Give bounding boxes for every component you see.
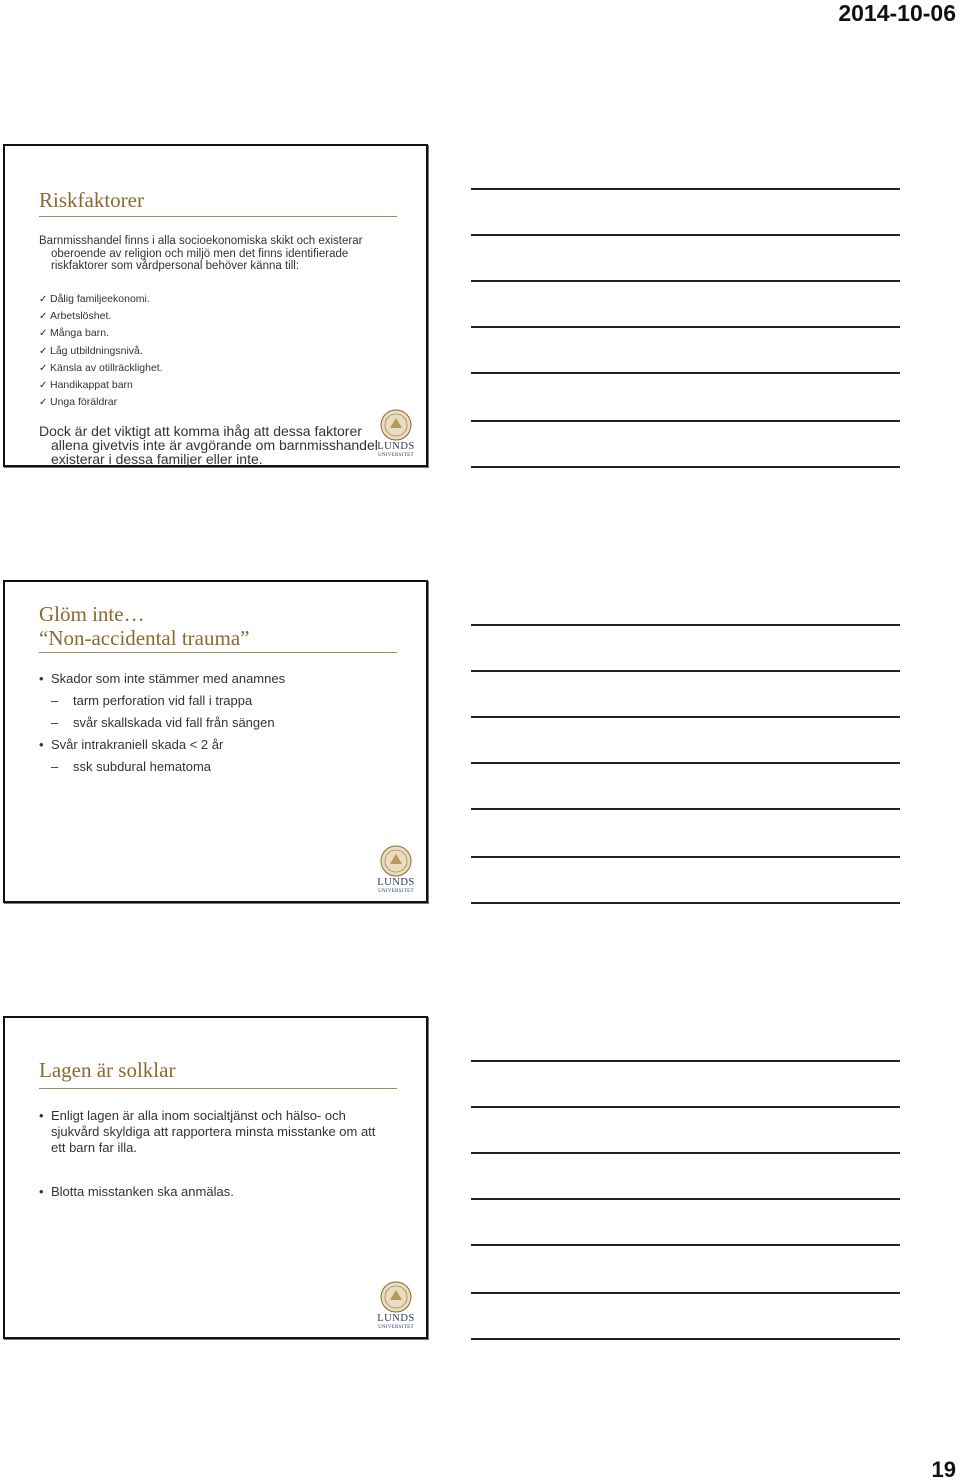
intro-line: oberoende av religion och miljö men det finns identifierade (51, 247, 349, 260)
check-icon: ✓ (39, 397, 48, 409)
bullet-item: • Blotta misstanken ska anmälas. (39, 1184, 234, 1199)
checklist-item: ✓ Känsla av otillräcklighet. (39, 360, 163, 377)
intro-text (39, 235, 362, 273)
bullet-list (39, 1108, 375, 1200)
note-line: existerar i dessa familjer eller inte. (51, 451, 263, 467)
slide-title: Riskfaktorer (39, 188, 144, 212)
bullet-icon: • (39, 737, 44, 752)
title-line: Glöm inte… (39, 602, 145, 626)
bullet-icon: • (39, 1108, 44, 1123)
checklist-item: ✓ Låg utbildningsnivå. (39, 343, 163, 360)
checklist-item: ✓ Många barn. (39, 325, 163, 342)
check-icon: ✓ (39, 380, 48, 392)
slide-lagen (3, 1016, 428, 1339)
sub-bullet-item: – tarm perforation vid fall i trappa (39, 690, 285, 712)
note-line (471, 326, 900, 328)
bullet-icon: • (39, 1184, 44, 1199)
check-icon: ✓ (39, 328, 48, 340)
note-line (471, 420, 900, 422)
logo-name: LUNDS (377, 1313, 415, 1324)
seal-icon (375, 408, 417, 442)
note-line (471, 902, 900, 904)
logo-subtitle: UNIVERSITET (378, 889, 414, 894)
lund-university-logo (375, 1280, 417, 1334)
note-line (471, 372, 900, 374)
note-line (471, 280, 900, 282)
check-icon: ✓ (39, 345, 48, 357)
lund-university-logo (375, 844, 417, 898)
note-line (471, 234, 900, 236)
dash-icon: – (51, 759, 59, 774)
note-line (471, 624, 900, 626)
bullet-item: • Skador som inte stämmer med anamnes (39, 668, 285, 690)
logo-name: LUNDS (377, 441, 415, 452)
bullet-list (39, 668, 285, 778)
bullet-item: • Enligt lagen är alla inom socialtjänst och hälso- och sjukvård skyldiga att rapportera minsta misstanke om att ett barn far illa. (39, 1108, 376, 1155)
note-line (471, 1292, 900, 1294)
note-line (471, 1152, 900, 1154)
logo-subtitle: UNIVERSITET (378, 1325, 414, 1330)
checklist-item: ✓ Handikappat barn (39, 377, 163, 394)
checklist-item: ✓ Unga föräldrar (39, 394, 163, 411)
page-date: 2014-10-06 (838, 0, 956, 26)
checklist-item: ✓ Arbetslöshet. (39, 308, 163, 325)
note-text (39, 424, 378, 466)
note-line (471, 1106, 900, 1108)
note-line (471, 466, 900, 468)
page-number: 19 (931, 1457, 956, 1482)
note-line (471, 716, 900, 718)
note-line (471, 670, 900, 672)
intro-line: Barnmisshandel finns i alla socioekonomiska skikt och existerar (39, 235, 363, 247)
intro-line: riskfaktorer som vårdpersonal behöver känna till: (51, 260, 300, 272)
note-line (471, 1060, 900, 1062)
dash-icon: – (51, 715, 59, 730)
bullet-item: • Svår intrakraniell skada < 2 år (39, 734, 285, 756)
slide-title (39, 602, 249, 650)
sub-bullet-item: – svår skallskada vid fall från sängen (39, 712, 285, 734)
logo-subtitle: UNIVERSITET (378, 453, 414, 458)
note-line (471, 762, 900, 764)
sub-bullet-item: – ssk subdural hematoma (39, 756, 285, 778)
slide-glom-inte (3, 580, 428, 903)
note-line (471, 188, 900, 190)
note-line (471, 1198, 900, 1200)
check-icon: ✓ (39, 294, 48, 305)
note-line: allena givetvis inte är avgörande om barnmisshandel (51, 437, 378, 453)
logo-name: LUNDS (377, 877, 415, 888)
slide-title: Lagen är solklar (39, 1058, 176, 1082)
check-icon: ✓ (39, 311, 48, 323)
bullet-icon: • (39, 671, 44, 686)
title-line: “Non-accidental trauma” (39, 626, 250, 650)
note-line (471, 808, 900, 810)
seal-icon (375, 844, 417, 878)
checklist-item: ✓ Dålig familjeekonomi. (39, 291, 163, 308)
title-rule (39, 652, 397, 653)
check-icon: ✓ (39, 362, 48, 374)
note-line (471, 856, 900, 858)
seal-icon (375, 1280, 417, 1314)
title-rule (39, 216, 397, 217)
slide-riskfaktorer (3, 144, 428, 467)
title-rule (39, 1088, 397, 1089)
risk-checklist (39, 291, 163, 411)
dash-icon: – (51, 693, 59, 708)
lund-university-logo (375, 408, 417, 462)
note-line (471, 1338, 900, 1340)
note-line (471, 1244, 900, 1246)
note-line: Dock är det viktigt att komma ihåg att dessa faktorer (39, 423, 362, 439)
